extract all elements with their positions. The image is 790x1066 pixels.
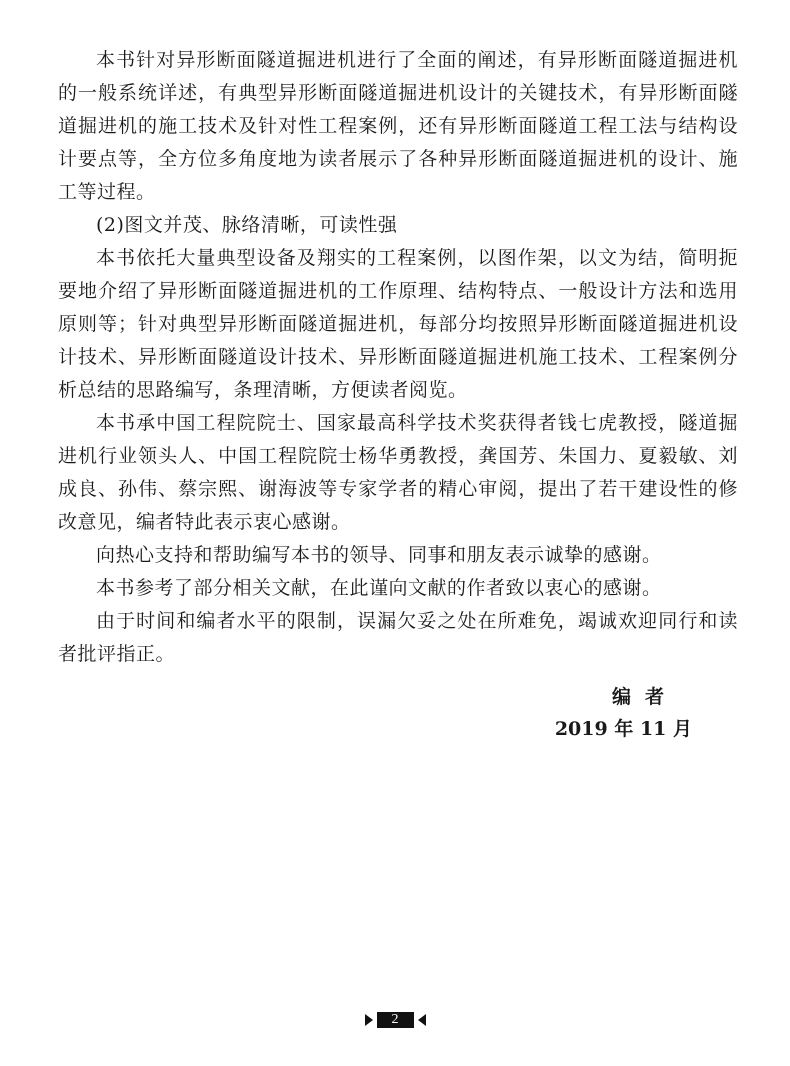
paragraph-heading-2: (2)图文并茂、脉络清晰，可读性强	[96, 214, 398, 236]
page-number: 2	[377, 1012, 414, 1028]
preface-body	[58, 44, 738, 671]
signature-date: 2019 年 11 月	[554, 718, 692, 740]
paragraph-thanks-colleagues: 向热心支持和帮助编写本书的领导、同事和朋友表示诚挚的感谢。	[96, 544, 662, 566]
triangle-right-icon	[365, 1014, 373, 1026]
paragraph-thanks-references: 本书参考了部分相关文献，在此谨向文献的作者致以衷心的感谢。	[96, 577, 662, 599]
page-footer	[0, 1012, 790, 1028]
paragraph-overview: 本书针对异形断面隧道掘进机进行了全面的阐述，有异形断面隧道掘进机的一般系统详述，有典型异形断面隧道掘进机设计的关键技术，有异形断面隧道掘进机的施工技术及针对性工程案例，还有异形断面隧道工程工法与结构设计要点等，全方位多角度地为读者展示了各种异形断面隧道掘进机的设计、施工等过程。	[58, 49, 738, 203]
signature-author: 编者	[611, 686, 678, 708]
paragraph-errata: 由于时间和编者水平的限制，误漏欠妥之处在所难免，竭诚欢迎同行和读者批评指正。	[58, 610, 738, 665]
triangle-left-icon	[418, 1014, 426, 1026]
paragraph-illustration: 本书依托大量典型设备及翔实的工程案例，以图作架，以文为结，简明扼要地介绍了异形断面隧道掘进机的工作原理、结构特点、一般设计方法和选用原则等；针对典型异形断面隧道掘进机，每部分均按照异形断面隧道掘进机设计技术、异形断面隧道设计技术、异形断面隧道掘进机施工技术、工程案例分析总结的思路编写，条理清晰，方便读者阅览。	[58, 247, 738, 401]
paragraph-reviewers: 本书承中国工程院院士、国家最高科学技术奖获得者钱七虎教授，隧道掘进机行业领头人、中国工程院院士杨华勇教授，龚国芳、朱国力、夏毅敏、刘成良、孙伟、蔡宗熙、谢海波等专家学者的精心审阅，提出了若干建设性的修改意见，编者特此表示衷心感谢。	[58, 412, 738, 533]
